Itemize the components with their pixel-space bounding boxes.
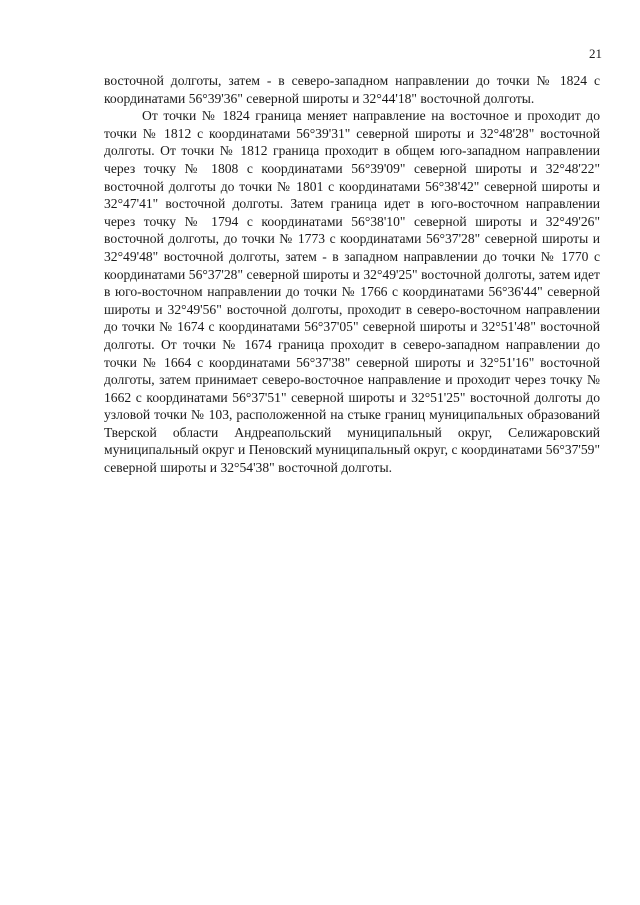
document-body — [104, 72, 600, 477]
page-number: 21 — [589, 46, 602, 61]
paragraph-boundary-description: От точки № 1824 граница меняет направление на восточное и проходит до точки № 1812 с координатами 56°39'31" северной широты и 32°48'28" восточной долготы. От точки № 1812 граница проходит в общем юго-западном направлении через точку № 1808 с координатами 56°39'09" северной широты и 32°48'22" восточной долготы до точки № 1801 с координатами 56°38'42" северной широты и 32°47'41" восточной долготы. Затем граница идет в юго-восточном направлении через точку № 1794 с координатами 56°38'10" северной широты и 32°49'26" восточной долготы, до точки № 1773 с координатами 56°37'28" северной широты и 32°49'48" восточной долготы, затем - в западном направлении до точки № 1770 с координатами 56°37'28" северной широты и 32°49'25" восточной долготы, затем идет в юго-восточном направлении до точки № 1766 с координатами 56°36'44" северной широты и 32°49'56" восточной долготы, проходит в северо-восточном направлении до точки № 1674 с координатами 56°37'05" северной широты и 32°51'48" восточной долготы. От точки № 1674 граница проходит в северо-западном направлении до точки № 1664 с координатами 56°37'38" северной широты и 32°51'16" восточной долготы, затем принимает северо-восточное направление и проходит через точку № 1662 с координатами 56°37'51" северной широты и 32°51'25" восточной долготы до узловой точки № 103, расположенной на стыке границ муниципальных образований Тверской области Андреапольский муниципальный округ, Селижаровский муниципальный округ и Пеновский муниципальный округ, с координатами 56°37'59" северной широты и 32°54'38" восточной долготы. — [104, 108, 600, 476]
paragraph-continuation: восточной долготы, затем - в северо-западном направлении до точки № 1824 с координатами 56°39'36" северной широты и 32°44'18" восточной долготы. — [104, 73, 600, 106]
